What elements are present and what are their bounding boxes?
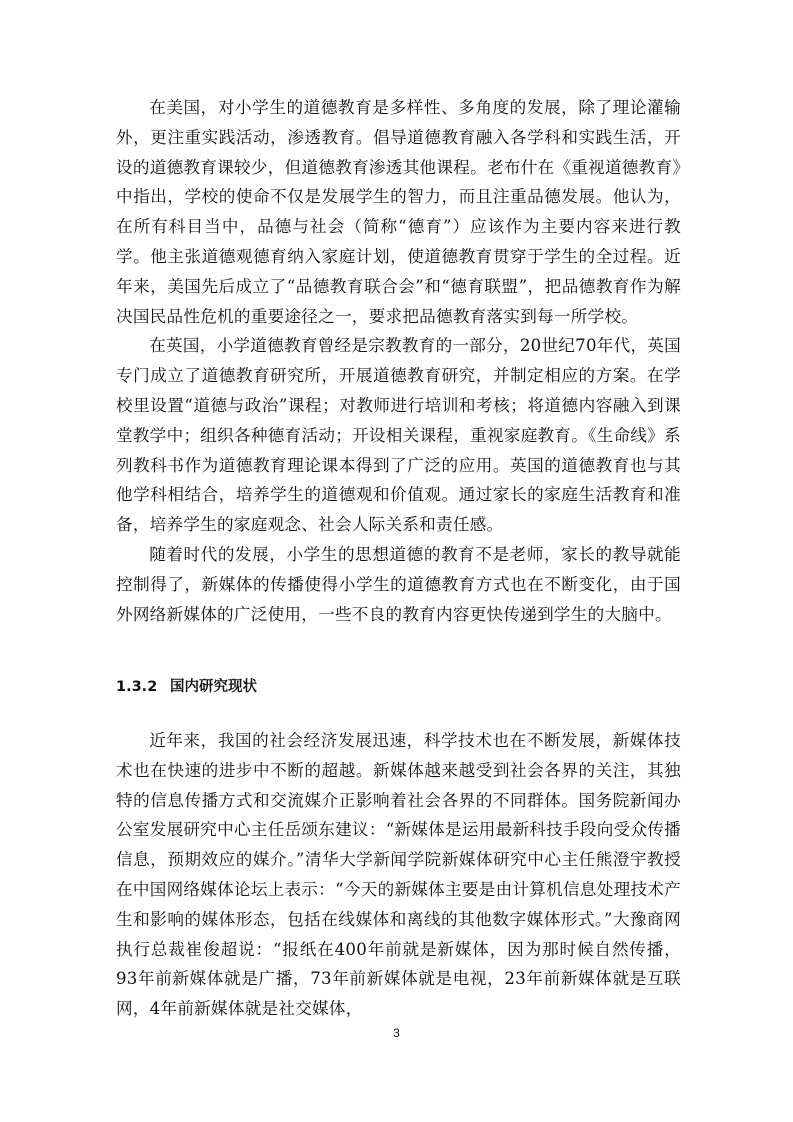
section-title: 国内研究现状	[170, 679, 257, 695]
section-heading	[116, 675, 257, 699]
body-text-foreign-research	[116, 93, 681, 629]
body-text-domestic-research	[116, 726, 681, 1024]
paragraph-new-media-influence: 随着时代的发展，小学生的思想道德的教育不是老师，家长的教导就能控制得了，新媒体的传播使得小学生的道德教育方式也在不断变化，由于国外网络新媒体的广泛使用，一些不良的教育内容更快传递到学生的大脑中。	[116, 544, 681, 624]
paragraph-domestic-new-media: 近年来，我国的社会经济发展迅速，科学技术也在不断发展，新媒体技术也在快速的进步中不断的超越。新媒体越来越受到社会各界的关注，其独特的信息传播方式和交流媒介正影响着社会各界的不同群体。国务院新闻办公室发展研究中心主任岳颂东建议：“新媒体是运用最新科技手段向受众传播信息，预期效应的媒介。”清华大学新闻学院新媒体研究中心主任熊澄宇教授在中国网络媒体论坛上表示：“今天的新媒体主要是由计算机信息处理技术产生和影响的媒体形态，包括在线媒体和离线的其他数字媒体形式。”大豫商网执行总裁崔俊超说：“报纸在400年前就是新媒体，因为那时候自然传播，93年前新媒体就是广播，73年前新媒体就是电视，23年前新媒体就是互联网，4年前新媒体就是社交媒体，	[116, 731, 681, 1019]
section-number: 1.3.2	[116, 679, 158, 695]
paragraph-uk: 在英国，小学道德教育曾经是宗教教育的一部分，20世纪70年代，英国专门成立了道德教育研究所，开展道德教育研究，并制定相应的方案。在学校里设置“道德与政治”课程；对教师进行培训和考核；将道德内容融入到课堂教学中；组织各种德育活动；开设相关课程，重视家庭教育。《生命线》系列教科书作为道德教育理论课本得到了广泛的应用。英国的道德教育也与其他学科相结合，培养学生的道德观和价值观。通过家长的家庭生活教育和准备，培养学生的家庭观念、社会人际关系和责任感。	[116, 336, 681, 535]
page-number: 3	[393, 1026, 400, 1040]
paragraph-usa: 在美国，对小学生的道德教育是多样性、多角度的发展，除了理论灌输外，更注重实践活动，渗透教育。倡导道德教育融入各学科和实践生活，开设的道德教育课较少，但道德教育渗透其他课程。老布什在《重视道德教育》中指出，学校的使命不仅是发展学生的智力，而且注重品德发展。他认为，在所有科目当中，品德与社会（简称“德育”）应该作为主要内容来进行教学。他主张道德观德育纳入家庭计划，使道德教育贯穿于学生的全过程。近年来，美国先后成立了“品德教育联合会”和“德育联盟”，把品德教育作为解决国民品性危机的重要途径之一，要求把品德教育落实到每一所学校。	[116, 98, 681, 326]
